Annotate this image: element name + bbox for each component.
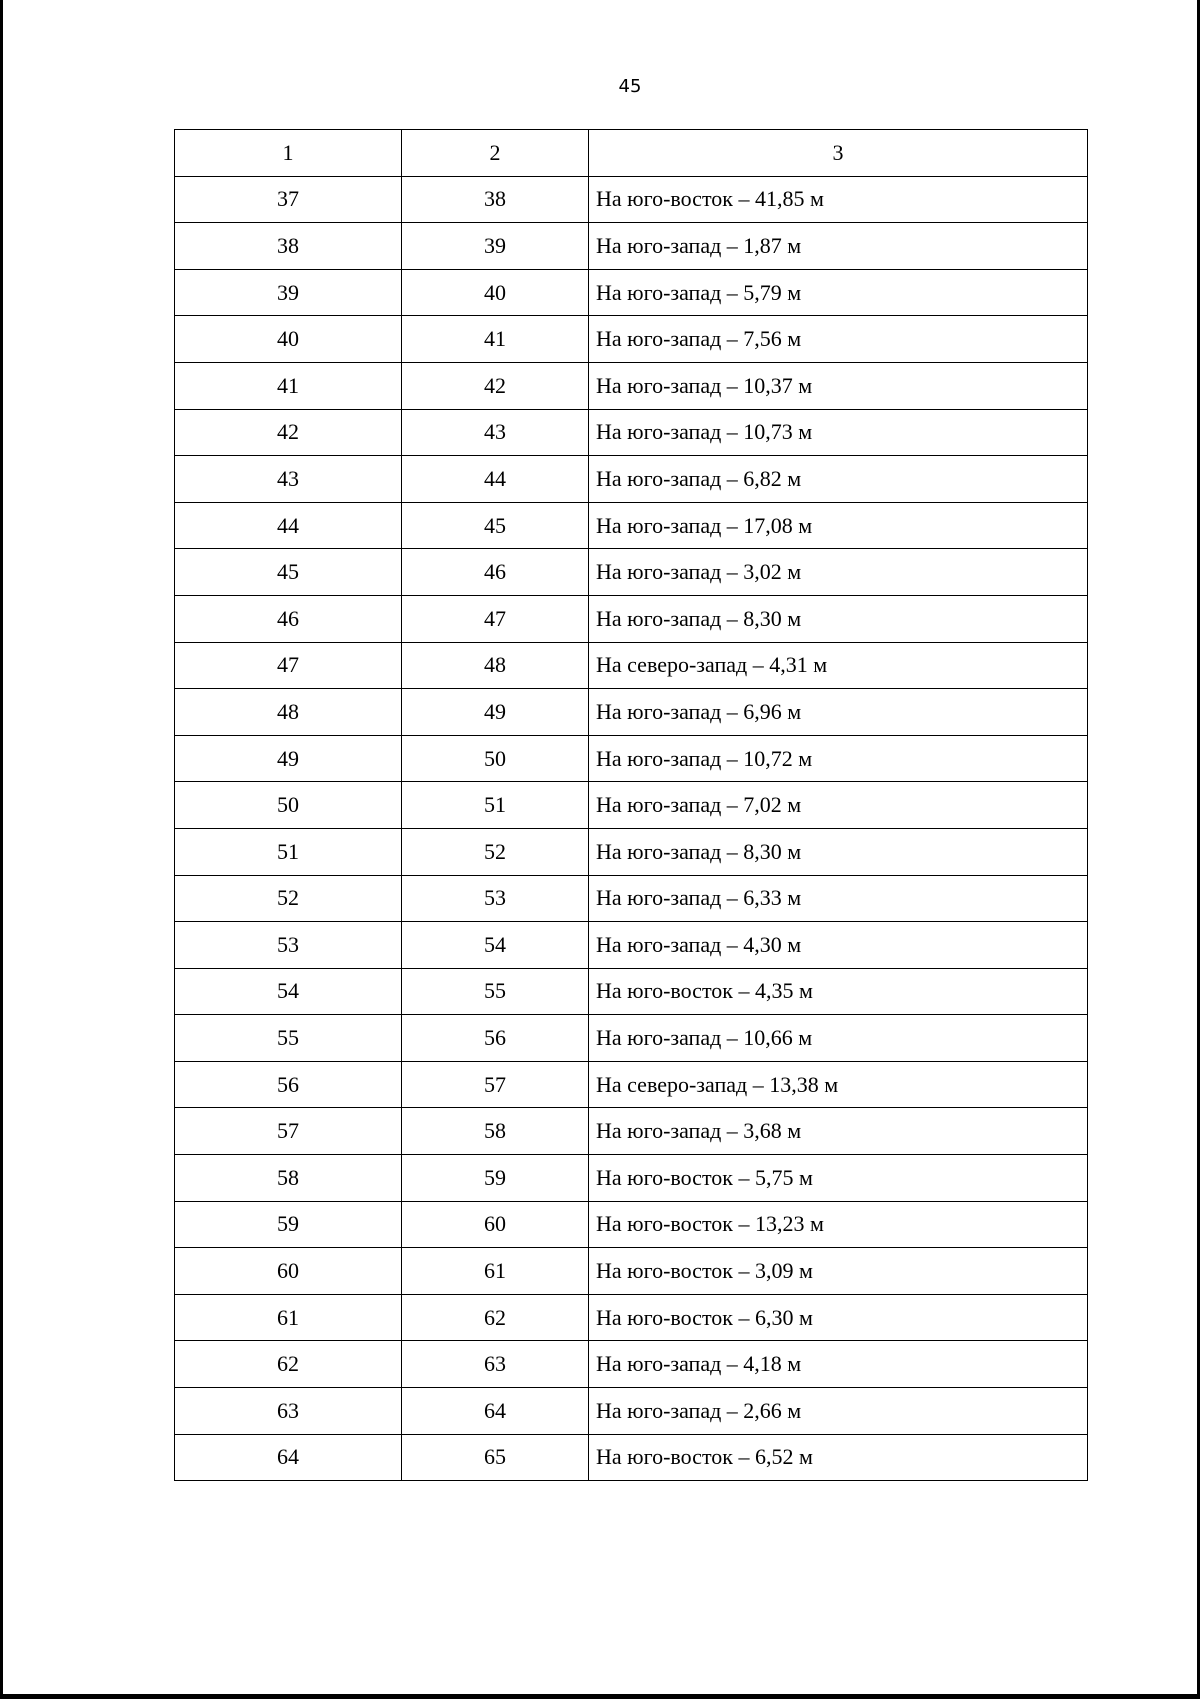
from-point-cell: 54 (175, 968, 402, 1015)
to-point-cell: 56 (402, 1015, 589, 1062)
direction-distance-cell: На юго-восток – 6,52 м (589, 1434, 1088, 1481)
to-point-cell: 39 (402, 223, 589, 270)
to-point-cell: 53 (402, 875, 589, 922)
direction-distance-cell: На юго-запад – 4,30 м (589, 922, 1088, 969)
direction-distance-cell: На юго-запад – 10,37 м (589, 362, 1088, 409)
scan-edge-bottom (0, 1694, 1200, 1699)
from-point-cell: 38 (175, 223, 402, 270)
direction-distance-cell: На юго-запад – 5,79 м (589, 269, 1088, 316)
from-point-cell: 51 (175, 828, 402, 875)
to-point-cell: 59 (402, 1155, 589, 1202)
table-row (175, 875, 1088, 922)
table-row (175, 642, 1088, 689)
to-point-cell: 55 (402, 968, 589, 1015)
from-point-cell: 43 (175, 456, 402, 503)
direction-distance-cell: На юго-запад – 10,66 м (589, 1015, 1088, 1062)
direction-distance-cell: На юго-запад – 2,66 м (589, 1388, 1088, 1435)
page-number: 45 (618, 76, 642, 97)
from-point-cell: 55 (175, 1015, 402, 1062)
from-point-cell: 60 (175, 1248, 402, 1295)
from-point-cell: 47 (175, 642, 402, 689)
direction-distance-cell: На юго-запад – 6,33 м (589, 875, 1088, 922)
header-cell-3: 3 (589, 130, 1088, 177)
table-row (175, 1015, 1088, 1062)
to-point-cell: 43 (402, 409, 589, 456)
table-row (175, 1155, 1088, 1202)
table-row (175, 689, 1088, 736)
to-point-cell: 44 (402, 456, 589, 503)
to-point-cell: 41 (402, 316, 589, 363)
table-row (175, 269, 1088, 316)
to-point-cell: 45 (402, 502, 589, 549)
table-row (175, 828, 1088, 875)
direction-distance-cell: На юго-запад – 17,08 м (589, 502, 1088, 549)
direction-distance-cell: На юго-запад – 1,87 м (589, 223, 1088, 270)
from-point-cell: 56 (175, 1061, 402, 1108)
from-point-cell: 41 (175, 362, 402, 409)
to-point-cell: 47 (402, 595, 589, 642)
table-row (175, 362, 1088, 409)
from-point-cell: 57 (175, 1108, 402, 1155)
table-row (175, 409, 1088, 456)
direction-distance-cell: На юго-запад – 10,73 м (589, 409, 1088, 456)
table-row (175, 176, 1088, 223)
to-point-cell: 65 (402, 1434, 589, 1481)
to-point-cell: 62 (402, 1294, 589, 1341)
from-point-cell: 53 (175, 922, 402, 969)
direction-distance-cell: На северо-запад – 4,31 м (589, 642, 1088, 689)
direction-distance-cell: На юго-запад – 7,02 м (589, 782, 1088, 829)
from-point-cell: 64 (175, 1434, 402, 1481)
to-point-cell: 60 (402, 1201, 589, 1248)
table-row (175, 595, 1088, 642)
from-point-cell: 39 (175, 269, 402, 316)
table-row (175, 1248, 1088, 1295)
table-row (175, 782, 1088, 829)
to-point-cell: 51 (402, 782, 589, 829)
direction-distance-cell: На северо-запад – 13,38 м (589, 1061, 1088, 1108)
direction-distance-cell: На юго-восток – 6,30 м (589, 1294, 1088, 1341)
table-row (175, 1341, 1088, 1388)
direction-distance-cell: На юго-восток – 3,09 м (589, 1248, 1088, 1295)
from-point-cell: 46 (175, 595, 402, 642)
from-point-cell: 45 (175, 549, 402, 596)
to-point-cell: 38 (402, 176, 589, 223)
table-body (175, 130, 1088, 1481)
direction-distance-cell: На юго-запад – 6,82 м (589, 456, 1088, 503)
table-row (175, 502, 1088, 549)
header-cell-2: 2 (402, 130, 589, 177)
from-point-cell: 58 (175, 1155, 402, 1202)
table-row (175, 1108, 1088, 1155)
direction-distance-cell: На юго-запад – 8,30 м (589, 828, 1088, 875)
to-point-cell: 64 (402, 1388, 589, 1435)
table-row (175, 1201, 1088, 1248)
to-point-cell: 46 (402, 549, 589, 596)
direction-distance-cell: На юго-запад – 3,02 м (589, 549, 1088, 596)
to-point-cell: 50 (402, 735, 589, 782)
table-row (175, 968, 1088, 1015)
from-point-cell: 59 (175, 1201, 402, 1248)
direction-distance-cell: На юго-запад – 8,30 м (589, 595, 1088, 642)
table-row (175, 549, 1088, 596)
from-point-cell: 44 (175, 502, 402, 549)
direction-distance-cell: На юго-запад – 7,56 м (589, 316, 1088, 363)
from-point-cell: 42 (175, 409, 402, 456)
table-row (175, 456, 1088, 503)
to-point-cell: 61 (402, 1248, 589, 1295)
to-point-cell: 57 (402, 1061, 589, 1108)
header-cell-1: 1 (175, 130, 402, 177)
to-point-cell: 58 (402, 1108, 589, 1155)
from-point-cell: 37 (175, 176, 402, 223)
from-point-cell: 52 (175, 875, 402, 922)
direction-distance-cell: На юго-запад – 6,96 м (589, 689, 1088, 736)
to-point-cell: 40 (402, 269, 589, 316)
to-point-cell: 54 (402, 922, 589, 969)
to-point-cell: 63 (402, 1341, 589, 1388)
table-header-row (175, 130, 1088, 177)
from-point-cell: 48 (175, 689, 402, 736)
from-point-cell: 61 (175, 1294, 402, 1341)
boundary-table (174, 129, 1088, 1481)
table-row (175, 223, 1088, 270)
direction-distance-cell: На юго-восток – 4,35 м (589, 968, 1088, 1015)
from-point-cell: 40 (175, 316, 402, 363)
table-row (175, 316, 1088, 363)
table-row (175, 1434, 1088, 1481)
direction-distance-cell: На юго-восток – 41,85 м (589, 176, 1088, 223)
scan-edge-left (0, 0, 3, 1699)
to-point-cell: 49 (402, 689, 589, 736)
table-row (175, 1388, 1088, 1435)
to-point-cell: 52 (402, 828, 589, 875)
table-row (175, 735, 1088, 782)
from-point-cell: 49 (175, 735, 402, 782)
table-row (175, 1294, 1088, 1341)
table-row (175, 922, 1088, 969)
table-row (175, 1061, 1088, 1108)
direction-distance-cell: На юго-запад – 4,18 м (589, 1341, 1088, 1388)
direction-distance-cell: На юго-запад – 3,68 м (589, 1108, 1088, 1155)
to-point-cell: 42 (402, 362, 589, 409)
from-point-cell: 62 (175, 1341, 402, 1388)
direction-distance-cell: На юго-восток – 5,75 м (589, 1155, 1088, 1202)
to-point-cell: 48 (402, 642, 589, 689)
from-point-cell: 63 (175, 1388, 402, 1435)
from-point-cell: 50 (175, 782, 402, 829)
direction-distance-cell: На юго-запад – 10,72 м (589, 735, 1088, 782)
direction-distance-cell: На юго-восток – 13,23 м (589, 1201, 1088, 1248)
